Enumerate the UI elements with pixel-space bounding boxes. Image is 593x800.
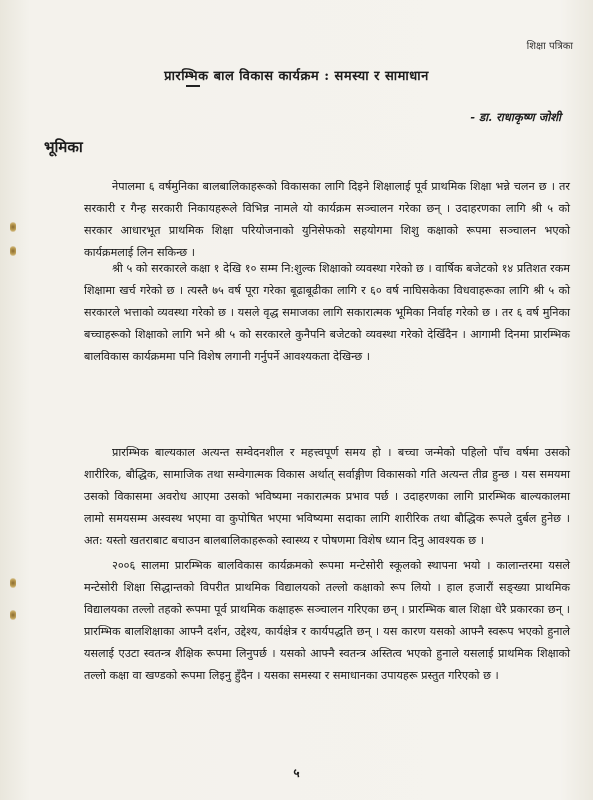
running-head: शिक्षा पत्रिका — [526, 41, 573, 52]
title-underline — [186, 85, 200, 87]
paragraph-4 — [84, 555, 570, 687]
paragraph-1 — [84, 176, 570, 264]
author-line: - डा. राधाकृष्ण जोशी — [470, 110, 561, 124]
paragraph-text: श्री ५ को सरकारले कक्षा १ देखि १० सम्म नि:शुल्क शिक्षाको व्यवस्था गरेको छ । वार्षिक बजेटको १४ प्रतिशत रकम शिक्षामा खर्च गरेको छ । त्यस्तै ७५ वर्ष पूरा गरेका बूढाबूढीका लागि र ६० वर्ष नाघिसकेका विधवाहरूका लागि श्री ५ को सरकारले भत्ताको व्यवस्था गरेको छ । यसले वृद्ध समाजका लागि सकारात्मक भूमिका निर्वाह गरेको छ । तर ६ वर्ष मुनिका बच्चाहरूको शिक्षाको लागि भने श्री ५ को सरकारले कुनैपनि बजेटको व्यवस्था गरेको देखिँदैन । आगामी दिनमा प्रारम्भिक बालविकास कार्यक्रममा पनि विशेष लगानी गर्नुपर्ने आवश्यकता देखिन्छ । — [84, 262, 570, 363]
binding-stain — [10, 578, 16, 588]
article-title: प्रारम्भिक बाल विकास कार्यक्रम : समस्या र सामाधान — [164, 69, 429, 84]
binding-stain — [10, 222, 16, 232]
paragraph-text: प्रारम्भिक बाल्यकाल अत्यन्त सम्वेदनशील र महत्त्वपूर्ण समय हो । बच्चा जन्मेको पहिलो पाँच वर्षमा उसको शारीरिक, बौद्धिक, सामाजिक तथा सम्वेगात्मक विकास अर्थात् सर्वाङ्गीण विकासको गति अत्यन्त तीव्र हुन्छ । यस समयमा उसको विकासमा अवरोध आएमा उसको भविष्यमा नकारात्मक प्रभाव पर्छ । उदाहरणका लागि प्रारम्भिक बाल्यकालमा लामो समयसम्म अस्वस्थ भएमा वा कुपोषित भएमा भविष्यमा सदाका लागि शारीरिक तथा बौद्धिक रूपले दुर्बल हुनेछ । अत: यस्तो खतराबाट बचाउन बालबालिकाहरूको स्वास्थ्य र पोषणमा विशेष ध्यान दिनु आवश्यक छ । — [84, 446, 570, 547]
page-number: ५ — [293, 766, 300, 780]
paragraph-3 — [84, 442, 570, 552]
paragraph-text: २००६ सालमा प्रारम्भिक बालविकास कार्यक्रमको रूपमा मन्टेसोरी स्कूलको स्थापना भयो । कालान्तरमा यसले मन्टेसोरी शिक्षा सिद्धान्तको विपरीत प्राथमिक विद्यालयको तल्लो कक्षाको रूप लियो । हाल हजारौं सङ्ख्या प्राथमिक विद्यालयका तल्लो तहको रूपमा पूर्व प्राथमिक कक्षाहरू सञ्चालन गरिएका छन् । प्रारम्भिक बाल शिक्षा धेरै प्रकारका छन् । प्रारम्भिक बालशिक्षाका आफ्नै दर्शन, उद्देश्य, कार्यक्षेत्र र कार्यपद्धति छन् । यस कारण यसको आफ्नै स्वरूप भएको हुनाले यसलाई एउटा स्वतन्त्र शैक्षिक रूपमा लिनुपर्छ । यसको आफ्नै स्वतन्त्र अस्तित्व भएको हुनाले यसलाई प्राथमिक शिक्षाको तल्लो कक्षा वा खण्डको रूपमा लिइनु हुँदैन । यसका समस्या र समाधानका उपायहरू प्रस्तुत गरिएको छ । — [84, 559, 570, 682]
binding-stain — [10, 246, 16, 256]
paragraph-text: नेपालमा ६ वर्षमुनिका बालबालिकाहरूको विकासका लागि दिइने शिक्षालाई पूर्व प्राथमिक शिक्षा भन्ने चलन छ । तर सरकारी र गैन्ह सरकारी निकायहरूले विभिन्न नामले यो कार्यक्रम सञ्चालन गरेका छन् । उदाहरणका लागि श्री ५ को सरकार आधारभूत प्राथमिक शिक्षा परियोजनाको युनिसेफको सहयोगमा शिशु कक्षाको रूपमा सञ्चालन भएको कार्यक्रमलाई लिन सकिन्छ । — [84, 180, 570, 259]
section-heading: भूमिका — [44, 138, 83, 156]
paragraph-2 — [84, 258, 570, 368]
binding-stain — [10, 610, 16, 620]
